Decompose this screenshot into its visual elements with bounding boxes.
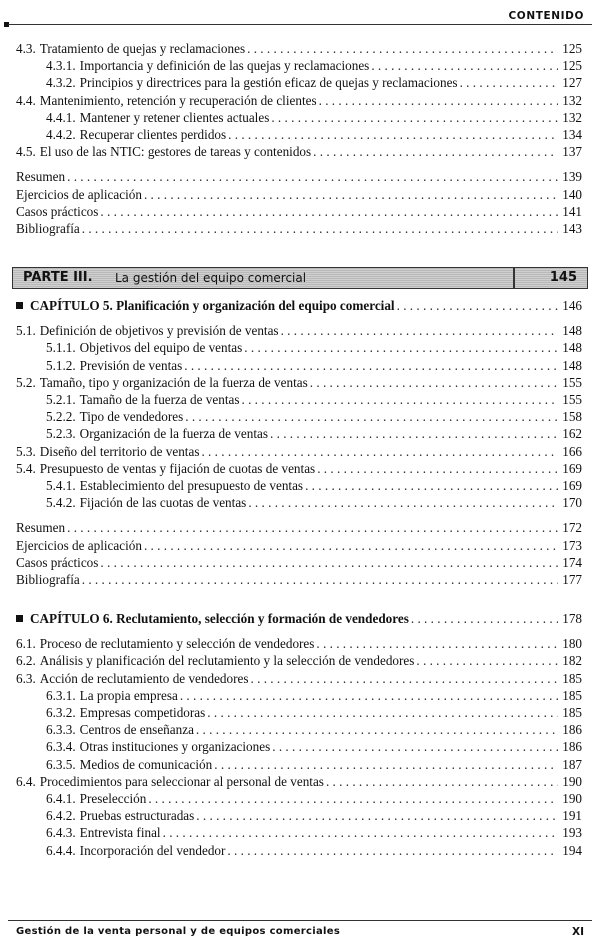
entry-number: 4.3. xyxy=(16,41,36,56)
entry-number: 4.3.2. xyxy=(46,75,76,91)
chapter-5-back-matter xyxy=(0,519,600,588)
entry-page: 137 xyxy=(562,144,582,160)
entry-page: 170 xyxy=(562,495,582,511)
entry-title: Casos prácticos xyxy=(16,203,99,219)
entry-number: 6.3. xyxy=(16,670,36,686)
entry-title: Organización de la fuerza de ventas xyxy=(79,426,268,442)
entry-title: Resumen xyxy=(16,169,66,185)
entry-page: 185 xyxy=(562,705,582,720)
footer-page-number: XI xyxy=(571,926,584,938)
entry-number: 6.4.3. xyxy=(46,825,76,841)
entry-number: 6.2. xyxy=(16,653,36,669)
toc-entry xyxy=(0,203,600,220)
entry-page: 194 xyxy=(562,842,582,858)
entry-page: 127 xyxy=(562,75,582,91)
toc-entry xyxy=(0,168,600,185)
entry-number: 4.3.1. xyxy=(46,58,76,74)
entry-page: 172 xyxy=(562,520,582,536)
toc-entry xyxy=(0,842,600,859)
entry-title: La propia empresa xyxy=(79,687,178,703)
entry-number: 6.3.2. xyxy=(46,705,76,720)
dot-leader xyxy=(313,143,558,160)
entry-number: 4.4.2. xyxy=(46,126,76,142)
entry-page: 141 xyxy=(562,203,582,219)
dot-leader xyxy=(281,322,558,339)
entry-number: 5.4.1. xyxy=(46,477,76,493)
entry-title: Análisis y planificación del reclutamiento y la selección de vendedores xyxy=(39,653,415,669)
entry-title: Acción de reclutamiento de vendedores xyxy=(39,670,249,686)
dot-leader xyxy=(241,391,558,408)
entry-number: 5.2.1. xyxy=(46,392,76,407)
entry-number: 6.4. xyxy=(16,773,36,789)
part-divider xyxy=(513,268,515,288)
toc-entry xyxy=(0,554,600,571)
entry-title: Importancia y definición de las quejas y reclamaciones xyxy=(79,58,370,74)
entry-number: 6.3.3. xyxy=(46,722,76,738)
dot-leader xyxy=(214,756,558,773)
dot-leader xyxy=(310,374,558,391)
entry-title: Establecimiento del presupuesto de ventas xyxy=(79,477,304,493)
entry-title: Bibliografía xyxy=(16,220,80,236)
entry-number: 5.2.2. xyxy=(46,409,76,425)
entry-page: 190 xyxy=(562,790,582,806)
entry-title: Procedimientos para seleccionar al personal de ventas xyxy=(39,773,324,789)
entry-number: 5.1. xyxy=(16,323,36,339)
dot-leader xyxy=(272,738,558,755)
entry-page: 132 xyxy=(562,92,582,108)
dot-leader xyxy=(185,408,558,425)
entry-number: 5.2. xyxy=(16,374,36,390)
entry-title: Recuperar clientes perdidos xyxy=(79,126,227,142)
dot-leader xyxy=(196,807,558,824)
dot-leader xyxy=(371,57,558,74)
dot-leader xyxy=(180,687,558,704)
dot-leader xyxy=(82,571,558,588)
toc-entry xyxy=(0,519,600,536)
dot-leader xyxy=(248,494,558,511)
entry-title: Mantenimiento, retención y recuperación de clientes xyxy=(39,92,317,108)
entry-title: Incorporación del vendedor xyxy=(79,842,226,858)
chapter-5-entries xyxy=(0,322,600,511)
entry-title: Presupuesto de ventas y fijación de cuotas de ventas xyxy=(39,460,316,476)
toc-entry xyxy=(0,374,600,391)
entry-page: 190 xyxy=(562,773,582,789)
part-title: La gestión del equipo comercial xyxy=(115,271,307,286)
entry-title: Tipo de vendedores xyxy=(79,409,184,425)
entry-page: 125 xyxy=(562,58,582,74)
entry-page: 182 xyxy=(562,653,582,669)
entry-title: El uso de las NTIC: gestores de tareas y contenidos xyxy=(39,144,312,160)
entry-page: 143 xyxy=(562,220,582,236)
entry-number: 4.5. xyxy=(16,144,36,160)
entry-title: Empresas competidoras xyxy=(79,705,206,720)
entry-page: 155 xyxy=(562,392,582,407)
toc-entry xyxy=(0,477,600,494)
toc-entry xyxy=(0,143,600,160)
dot-leader xyxy=(247,40,558,57)
dot-leader xyxy=(163,824,558,841)
dot-leader xyxy=(319,92,558,109)
table-of-contents xyxy=(0,40,600,859)
dot-leader xyxy=(100,554,558,571)
toc-entry xyxy=(0,670,600,687)
chapter-title: CAPÍTULO 5. Planificación y organización del equipo comercial xyxy=(30,298,395,314)
dot-leader xyxy=(82,220,558,237)
entry-page: 186 xyxy=(562,722,582,738)
entry-page: 177 xyxy=(562,571,582,587)
entry-title: Ejercicios de aplicación xyxy=(16,537,142,553)
toc-entry xyxy=(0,704,600,721)
entry-title: Tamaño de la fuerza de ventas xyxy=(79,392,240,407)
entry-page: 132 xyxy=(562,109,582,125)
entry-page: 148 xyxy=(562,340,582,356)
entry-title: Pruebas estructuradas xyxy=(79,808,195,824)
entry-page: 185 xyxy=(562,687,582,703)
top-entries xyxy=(0,40,600,160)
chapter-bullet-icon xyxy=(16,615,23,622)
entry-page: 166 xyxy=(562,443,582,459)
entry-number: 6.1. xyxy=(16,636,36,652)
entry-number: 6.4.4. xyxy=(46,842,76,858)
entry-title: Tratamiento de quejas y reclamaciones xyxy=(39,41,246,56)
toc-entry xyxy=(0,109,600,126)
part-page: 145 xyxy=(549,270,577,286)
dot-leader xyxy=(416,652,558,669)
dot-leader xyxy=(316,635,558,652)
entry-title: Principios y directrices para la gestión eficaz de quejas y reclamaciones xyxy=(79,75,458,91)
dot-leader xyxy=(148,790,558,807)
entry-title: Diseño del territorio de ventas xyxy=(39,443,200,459)
entry-page: 180 xyxy=(562,636,582,652)
top-back-matter xyxy=(0,168,600,237)
part-banner xyxy=(12,267,588,289)
entry-title: Fijación de las cuotas de ventas xyxy=(79,495,247,511)
dot-leader xyxy=(305,477,558,494)
chapter-bullet-icon xyxy=(16,302,23,309)
dot-leader xyxy=(67,168,558,185)
footer-book-title: Gestión de la venta personal y de equipos comerciales xyxy=(16,926,341,937)
toc-entry xyxy=(0,494,600,511)
entry-title: Definición de objetivos y previsión de ventas xyxy=(39,323,279,339)
entry-title: Entrevista final xyxy=(79,825,161,841)
dot-leader xyxy=(207,704,558,721)
toc-entry xyxy=(0,40,600,57)
toc-entry xyxy=(0,322,600,339)
dot-leader xyxy=(460,74,558,91)
dot-leader xyxy=(144,186,558,203)
entry-title: Bibliografía xyxy=(16,571,80,587)
toc-entry xyxy=(0,92,600,109)
entry-number: 4.4.1. xyxy=(46,109,76,125)
entry-number: 6.3.1. xyxy=(46,687,76,703)
entry-title: Ejercicios de aplicación xyxy=(16,186,142,202)
entry-page: 148 xyxy=(562,357,582,373)
toc-entry xyxy=(0,408,600,425)
toc-entry xyxy=(0,220,600,237)
entry-number: 4.4. xyxy=(16,92,36,108)
entry-number: 5.3. xyxy=(16,443,36,459)
footer-rule xyxy=(8,920,592,921)
entry-page: 185 xyxy=(562,670,582,686)
toc-entry xyxy=(0,74,600,91)
toc-entry xyxy=(0,443,600,460)
dot-leader xyxy=(317,460,558,477)
header-rule xyxy=(8,24,592,25)
chapter-page: 146 xyxy=(562,298,582,314)
page-header xyxy=(0,6,600,24)
toc-entry xyxy=(0,790,600,807)
entry-number: 6.4.1. xyxy=(46,790,76,806)
toc-entry xyxy=(0,824,600,841)
entry-title: Otras instituciones y organizaciones xyxy=(79,739,271,755)
dot-leader xyxy=(270,425,558,442)
entry-page: 169 xyxy=(562,460,582,476)
entry-page: 187 xyxy=(562,756,582,772)
entry-page: 125 xyxy=(562,41,582,56)
toc-entry xyxy=(0,738,600,755)
entry-title: Medios de comunicación xyxy=(79,756,213,772)
entry-number: 6.4.2. xyxy=(46,808,76,824)
entry-page: 193 xyxy=(562,825,582,841)
entry-number: 6.3.5. xyxy=(46,756,76,772)
entry-title: Objetivos del equipo de ventas xyxy=(79,340,243,356)
entry-page: 140 xyxy=(562,186,582,202)
toc-entry xyxy=(0,460,600,477)
chapter-6-entries xyxy=(0,635,600,858)
entry-page: 186 xyxy=(562,739,582,755)
toc-entry xyxy=(0,339,600,356)
dot-leader xyxy=(244,339,558,356)
entry-number: 5.2.3. xyxy=(46,426,76,442)
entry-title: Preselección xyxy=(79,790,147,806)
toc-entry xyxy=(0,773,600,790)
entry-page: 134 xyxy=(562,126,582,142)
entry-number: 5.1.1. xyxy=(46,340,76,356)
toc-entry xyxy=(0,721,600,738)
toc-entry xyxy=(0,425,600,442)
toc-entry xyxy=(0,537,600,554)
entry-number: 5.1.2. xyxy=(46,357,76,373)
toc-entry xyxy=(0,186,600,203)
part-label: PARTE III. xyxy=(23,270,93,286)
entry-title: Previsión de ventas xyxy=(79,357,183,373)
toc-entry xyxy=(0,571,600,588)
entry-number: 5.4.2. xyxy=(46,495,76,511)
entry-page: 158 xyxy=(562,409,582,425)
dot-leader xyxy=(201,443,558,460)
toc-entry xyxy=(0,652,600,669)
toc-entry xyxy=(0,57,600,74)
chapter-heading-6 xyxy=(0,610,600,627)
chapter-title: CAPÍTULO 6. Reclutamiento, selección y formación de vendedores xyxy=(30,611,409,627)
entry-page: 174 xyxy=(562,554,582,570)
entry-page: 155 xyxy=(562,374,582,390)
entry-page: 162 xyxy=(562,426,582,442)
dot-leader xyxy=(326,773,558,790)
header-title: CONTENIDO xyxy=(508,10,584,22)
chapter-heading-5 xyxy=(0,297,600,314)
dot-leader xyxy=(67,519,558,536)
dot-leader xyxy=(100,203,558,220)
entry-title: Casos prácticos xyxy=(16,554,99,570)
entry-title: Resumen xyxy=(16,520,66,536)
dot-leader xyxy=(271,109,558,126)
toc-entry xyxy=(0,635,600,652)
entry-title: Centros de enseñanza xyxy=(79,722,194,738)
entry-page: 148 xyxy=(562,323,582,339)
dot-leader xyxy=(184,357,558,374)
toc-entry xyxy=(0,807,600,824)
toc-entry xyxy=(0,756,600,773)
dot-leader xyxy=(251,670,559,687)
toc-entry xyxy=(0,391,600,408)
entry-title: Tamaño, tipo y organización de la fuerza de ventas xyxy=(39,374,308,390)
entry-number: 5.4. xyxy=(16,460,36,476)
toc-entry xyxy=(0,357,600,374)
dot-leader xyxy=(227,842,558,859)
entry-page: 191 xyxy=(562,808,582,824)
dot-leader xyxy=(196,721,558,738)
toc-entry xyxy=(0,687,600,704)
entry-title: Mantener y retener clientes actuales xyxy=(79,109,270,125)
entry-page: 139 xyxy=(562,169,582,185)
entry-number: 6.3.4. xyxy=(46,739,76,755)
page-footer xyxy=(0,920,600,940)
toc-entry xyxy=(0,126,600,143)
dot-leader xyxy=(144,537,558,554)
entry-page: 169 xyxy=(562,477,582,493)
entry-page: 173 xyxy=(562,537,582,553)
entry-title: Proceso de reclutamiento y selección de vendedores xyxy=(39,636,315,652)
dot-leader xyxy=(228,126,558,143)
chapter-page: 178 xyxy=(562,611,582,627)
